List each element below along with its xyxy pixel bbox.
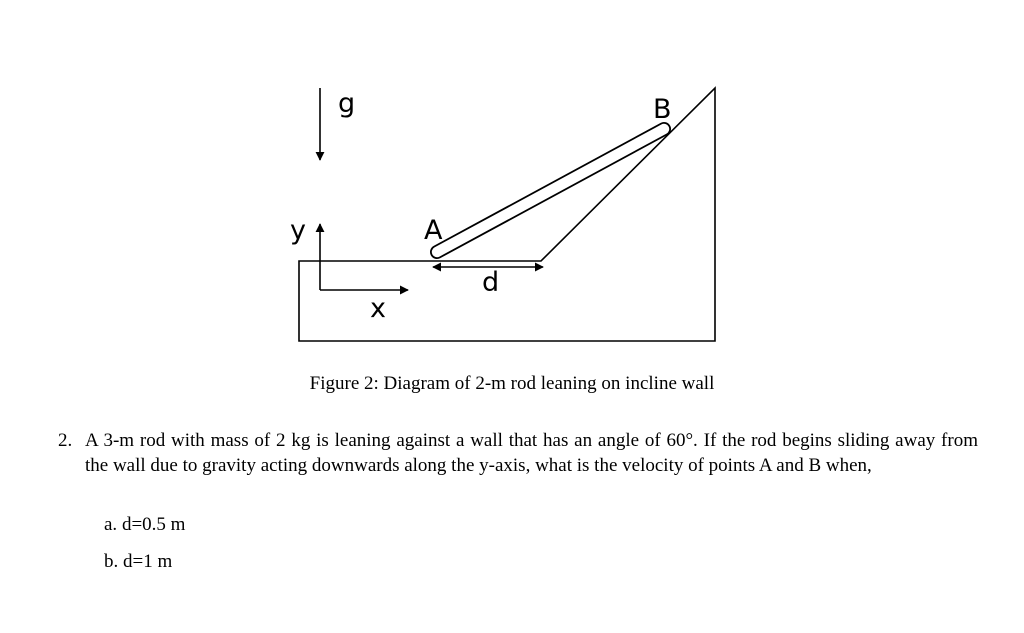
part-a xyxy=(104,514,185,536)
part-b xyxy=(104,551,172,573)
part-a-label: a. xyxy=(104,514,118,535)
problem-statement xyxy=(58,428,978,478)
y-axis-label: y xyxy=(290,215,306,246)
problem-number: 2. xyxy=(58,430,73,451)
point-a-label: A xyxy=(424,215,443,246)
distance-d-label: d xyxy=(482,267,500,298)
figure-caption: Figure 2: Diagram of 2-m rod leaning on incline wall xyxy=(309,373,715,394)
point-b-label: B xyxy=(653,94,672,125)
x-axis-label: x xyxy=(370,293,386,324)
part-b-text: d=1 m xyxy=(123,551,173,572)
part-a-text: d=0.5 m xyxy=(121,514,186,535)
part-b-label: b. xyxy=(104,551,119,572)
rod-fill xyxy=(437,129,664,252)
gravity-label: g xyxy=(338,88,356,119)
problem-text: A 3-m rod with mass of 2 kg is leaning against a wall that has an angle of 60°. If the rod begins sliding away from the wall due to gravity acting downwards along the y-axis, what is the velocity of points A and B when, xyxy=(85,430,978,476)
